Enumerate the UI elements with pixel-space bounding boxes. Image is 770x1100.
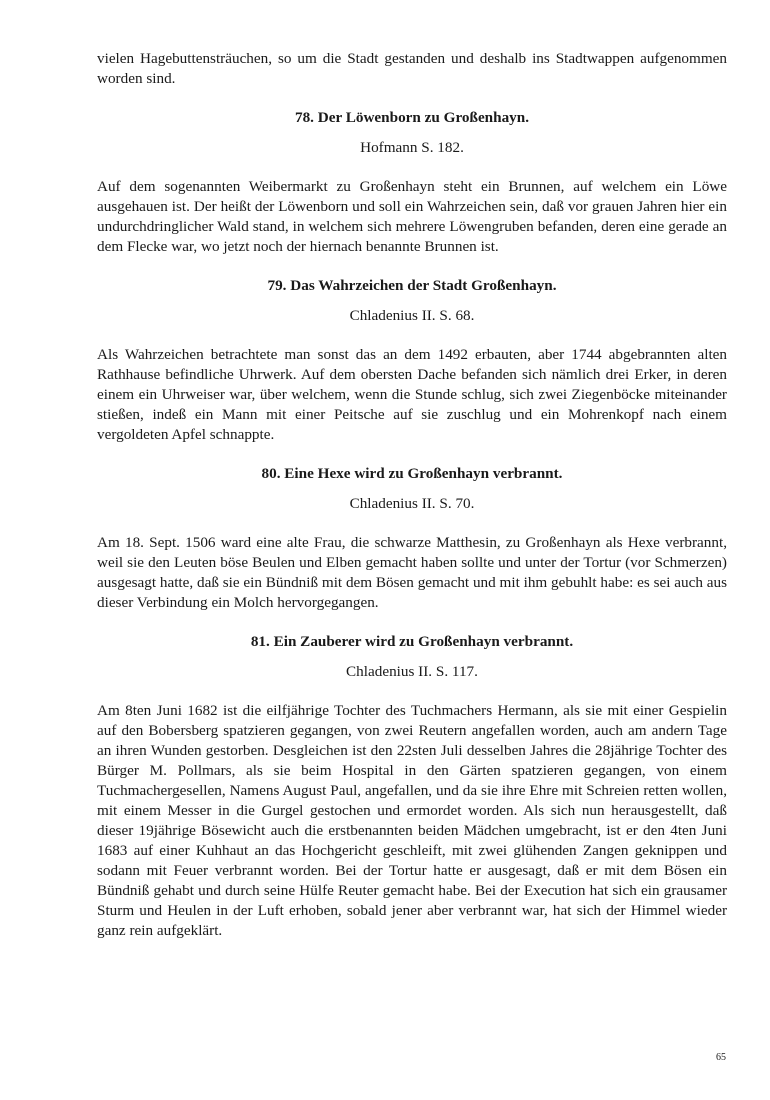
section-paragraph: Als Wahrzeichen betrachtete man sonst das an dem 1492 erbauten, aber 1744 abgebrannten alten Rathhause befindliche Uhrwerk. Auf dem obersten Dache befanden sich nämlich drei Erker, in deren einem ein Uhrweiser war, über welchem, wenn die Stunde schlug, sich zwei Ziegenböcke miteinander stießen, indeß ein Mann mit einer Peitsche auf sie zuschlug und ein Mohrenkopf nach einem vergoldeten Apfel schnappte. (97, 346, 727, 443)
section-source: Hofmann S. 182. (360, 139, 464, 156)
section-source: Chladenius II. S. 68. (349, 307, 475, 324)
section-79 (97, 276, 727, 445)
section-paragraph: Am 8ten Juni 1682 ist die eilfjährige Tochter des Tuchmachers Hermann, als sie mit einer Gespielin auf den Bobersberg spatzieren gegangen, von zwei Reutern angefallen worden, auch am andern Tage an ihren Wunden gestorben. Desgleichen ist den 22sten Juli desselben Jahres die 28jährige Tochter des Bürger M. Pollmars, als sie beim Hospital in den Gärten spatzieren gegangen, von einem Tuchmachergesellen, Namens August Paul, angefallen, und da sie ihre Ehre mit Schreien retten wollen, mit einem Messer in die Gurgel gestochen und ermordet worden. Als sich nun herausgestellt, daß dieser 19jährige Bösewicht auch die erstbenannten beiden Mädchen umgebracht, ist er den 4ten Juni 1683 auf einer Kuhhaut an das Hochgericht geschleift, mit zwei glühenden Zangen geknippen und sodann mit Feuer verbrannt worden. Bei der Tortur hatte er ausgesagt, daß er mit dem Bösen ein Bündniß gehabt und durch seine Hülfe Reuter gemacht habe. Bei der Execution hat sich ein grausamer Sturm und Heulen in der Luft erhoben, sobald jener aber verbrannt war, hat sich der Himmel wieder ganz rein aufgeklärt. (97, 702, 727, 939)
page-number: 65 (716, 1052, 726, 1063)
section-title: 81. Ein Zauberer wird zu Großenhayn verbrannt. (250, 633, 574, 650)
section-source: Chladenius II. S. 70. (349, 495, 475, 512)
section-81 (97, 632, 727, 941)
section-title: 80. Eine Hexe wird zu Großenhayn verbrannt. (261, 465, 563, 482)
page-content (97, 49, 727, 941)
section-paragraph: Auf dem sogenannten Weibermarkt zu Großenhayn steht ein Brunnen, auf welchem ein Löwe ausgehauen ist. Der heißt der Löwenborn und soll ein Wahrzeichen sein, daß vor grauen Jahren hier ein undurchdringlicher Wald stand, in welchem sich mehrere Löwengruben befanden, deren eine gerade an dem Flecke war, wo jetzt noch der hiernach benannte Brunnen ist. (97, 178, 727, 255)
section-80 (97, 464, 727, 613)
intro-paragraph: vielen Hagebuttensträuchen, so um die Stadt gestanden und deshalb ins Stadtwappen aufgenommen worden sind. (97, 50, 727, 87)
section-paragraph: Am 18. Sept. 1506 ward eine alte Frau, die schwarze Matthesin, zu Großenhayn als Hexe verbrannt, weil sie den Leuten böse Beulen und Elben gemacht haben sollte und unter der Tortur (vor Schmerzen) ausgesagt hatte, daß sie ein Bündniß mit dem Bösen gemacht und mit ihm gebuhlt habe: es sei auch aus dieser Verbindung ein Molch hervorgegangen. (97, 534, 727, 611)
section-title: 78. Der Löwenborn zu Großenhayn. (294, 109, 530, 126)
section-title: 79. Das Wahrzeichen der Stadt Großenhayn. (267, 277, 557, 294)
section-78 (97, 108, 727, 257)
section-source: Chladenius II. S. 117. (346, 663, 478, 680)
